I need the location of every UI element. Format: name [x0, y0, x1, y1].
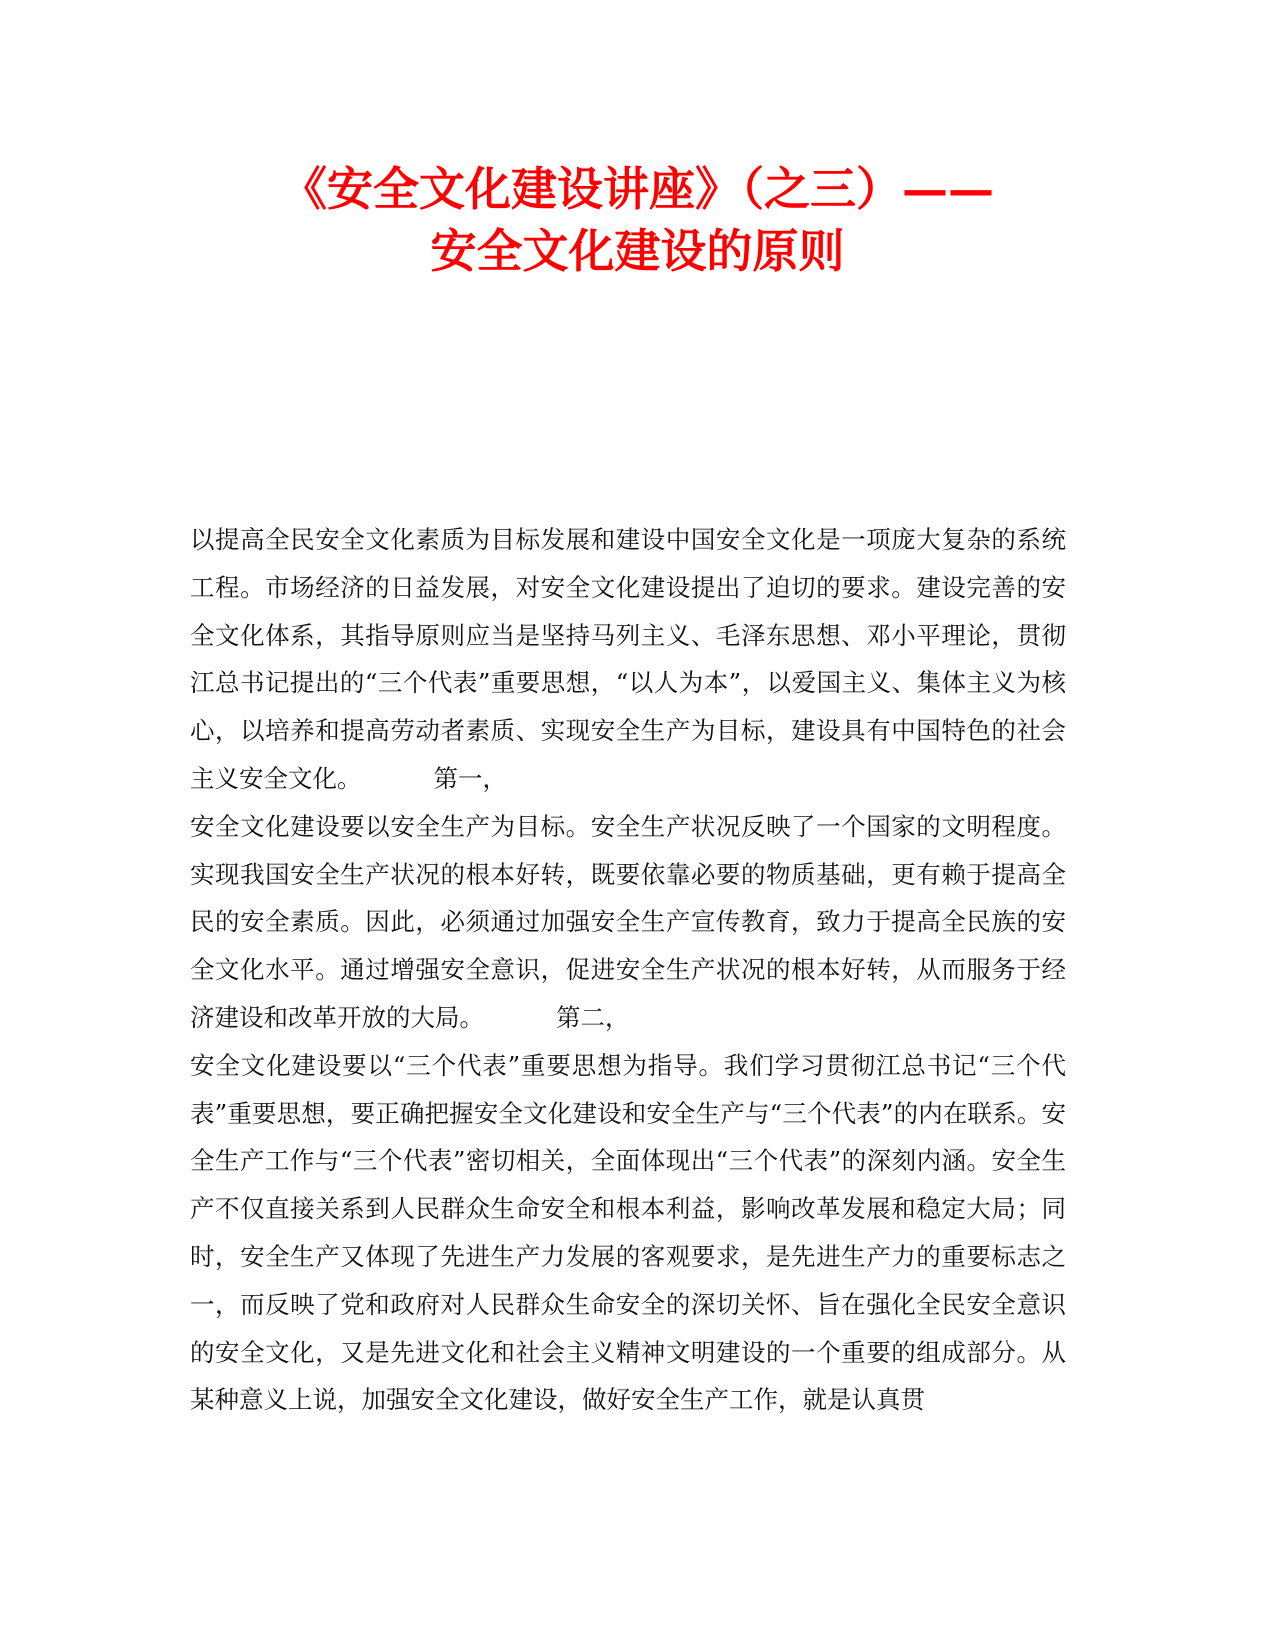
- document-title: [100, 158, 1175, 282]
- paragraph-text: 安全文化建设要以安全生产为目标。安全生产状况反映了一个国家的文明程度。实现我国安全生产状况的根本好转，既要依靠必要的物质基础，更有赖于提高全民的安全素质。因此，必须通过加强安全生产宣传教育，致力于提高全民族的安全文化水平。通过增强安全意识，促进安全生产状况的根本好转，从而服务于经济建设和改革开放的大局。: [190, 811, 1066, 1032]
- paragraph-intro: [190, 516, 1066, 803]
- paragraph-text: 安全文化建设要以“三个代表”重要思想为指导。我们学习贯彻江总书记“三个代表”重要思想，要正确把握安全文化建设和安全生产与“三个代表”的内在联系。安全生产工作与“三个代表”密切相关，全面体现出“三个代表”的深刻内涵。安全生产不仅直接关系到人民群众生命安全和根本利益，影响改革发展和稳定大局；同时，安全生产又体现了先进生产力发展的客观要求，是先进生产力的重要标志之一，而反映了党和政府对人民群众生命安全的深切关怀、旨在强化全民安全意识的安全文化，又是先进文化和社会主义精神文明建设的一个重要的组成部分。从某种意义上说，加强安全文化建设，做好安全生产工作，就是认真贯: [190, 1050, 1066, 1415]
- title-line-2: 安全文化建设的原则: [430, 224, 845, 278]
- title-line-1: 《安全文化建设讲座》（之三）——: [281, 162, 994, 216]
- paragraph-first-principle: [190, 803, 1066, 1042]
- section-marker-first: 第一，: [433, 763, 507, 793]
- section-marker-second: 第二，: [556, 1002, 630, 1032]
- paragraph-second-principle: [190, 1042, 1066, 1424]
- paragraph-text: 以提高全民安全文化素质为目标发展和建设中国安全文化是一项庞大复杂的系统工程。市场经济的日益发展，对安全文化建设提出了迫切的要求。建设完善的安全文化体系，其指导原则应当是坚持马列主义、毛泽东思想、邓小平理论，贯彻江总书记提出的“三个代表”重要思想，“以人为本”，以爱国主义、集体主义为核心，以培养和提高劳动者素质、实现安全生产为目标，建设具有中国特色的社会主义安全文化。: [190, 525, 1066, 793]
- document-body: [190, 516, 1066, 1424]
